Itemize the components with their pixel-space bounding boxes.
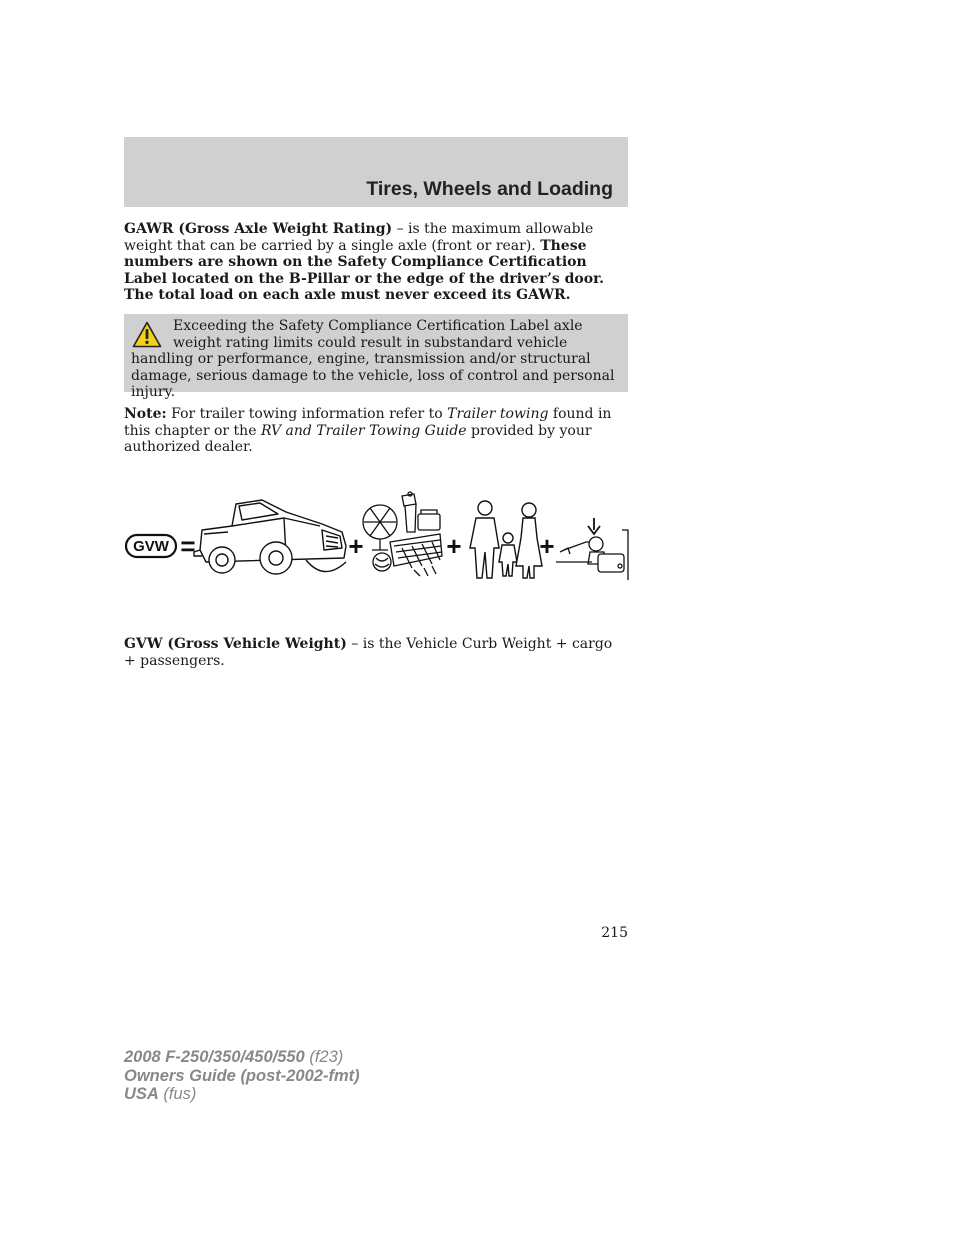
- gawr-emphasis: These numbers are shown on the Safety Compliance Certification Label located on the B-Pillar or the edge of the driver’s door. The total load on each axle must never exceed its GAWR.: [124, 237, 605, 304]
- footer-market-code: (fus): [158, 1085, 197, 1103]
- gvw-term: GVW (Gross Vehicle Weight): [124, 636, 347, 652]
- gawr-definition: – is the maximum allowable weight that can be carried by a single axle (front or rear).: [124, 221, 594, 254]
- warning-text: Exceeding the Safety Compliance Certification Label axle weight rating limits could result in substandard vehicle handling or performance, engine, transmission and/or structural damage, serious damage to the vehicle, loss of control and personal injury.: [131, 318, 615, 400]
- note-text: provided by your authorized dealer.: [124, 422, 592, 456]
- gvw-paragraph: [124, 636, 624, 669]
- section-title: Tires, Wheels and Loading: [366, 178, 613, 200]
- plus-sign: +: [348, 531, 364, 561]
- passengers-icon: [470, 501, 542, 578]
- note-paragraph: [124, 406, 624, 456]
- plus-sign: +: [539, 531, 555, 561]
- footer-market: USA: [124, 1085, 159, 1103]
- plus-sign: +: [446, 531, 462, 561]
- note-text: found in this chapter or the: [124, 406, 612, 439]
- footer-model: 2008 F-250/350/450/550: [124, 1048, 305, 1066]
- footer-guide: Owners Guide (post-2002-fmt): [124, 1066, 360, 1085]
- gawr-paragraph: [124, 221, 624, 304]
- note-ref-trailer-towing: Trailer towing: [447, 406, 549, 422]
- footer-line-guide: [124, 1067, 360, 1086]
- footer-model-code: (f23): [304, 1048, 344, 1066]
- gvw-figure: [124, 490, 630, 590]
- footer-line-model: [124, 1048, 360, 1067]
- page-number: 215: [601, 925, 628, 941]
- gvw-definition: – is the Vehicle Curb Weight + cargo + passengers.: [124, 636, 613, 669]
- section-header: [124, 137, 628, 207]
- note-text: For trailer towing information refer to: [166, 406, 448, 422]
- gvw-badge-label: GVW: [133, 538, 169, 555]
- footer-line-market: [124, 1085, 360, 1104]
- warning-text-block: [131, 318, 621, 401]
- warning-box: [124, 314, 628, 400]
- pickup-truck-icon: [194, 500, 346, 574]
- equals-sign: =: [180, 531, 196, 561]
- note-ref-towing-guide: RV and Trailer Towing Guide: [260, 422, 467, 439]
- hitch-icon: [556, 518, 628, 580]
- note-label: Note:: [124, 406, 167, 422]
- gvw-badge: [126, 535, 176, 557]
- document-footer: [124, 1048, 360, 1104]
- gawr-term: GAWR (Gross Axle Weight Rating): [124, 221, 393, 237]
- cargo-icon: [363, 492, 442, 576]
